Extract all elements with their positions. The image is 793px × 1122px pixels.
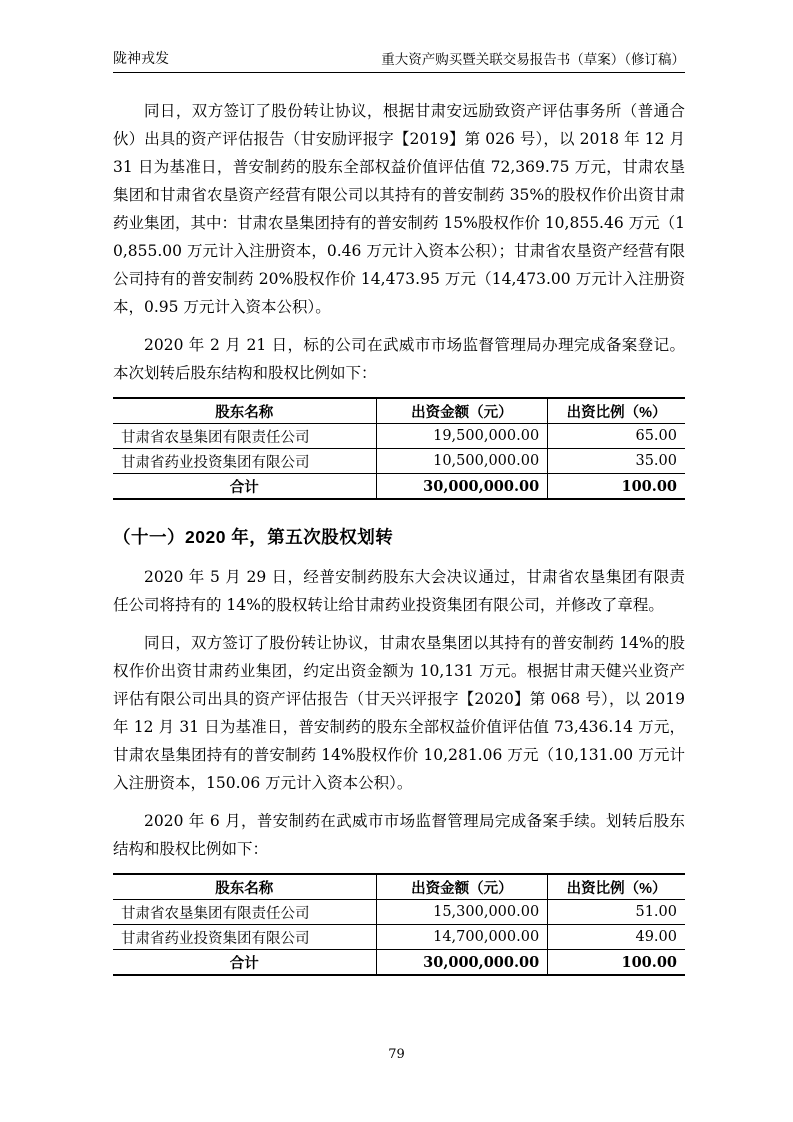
- total-ratio: 100.00: [548, 474, 685, 500]
- contribution-ratio: 51.00: [548, 900, 685, 925]
- contribution-amount: 14,700,000.00: [376, 925, 548, 950]
- column-header-contribution-amount: 出资金额（元）: [376, 874, 548, 900]
- shareholder-name: 甘肃省药业投资集团有限公司: [113, 925, 376, 950]
- column-header-contribution-ratio: 出资比例（%）: [548, 398, 685, 424]
- header-left-title: 陇神戎发: [113, 51, 169, 67]
- page-number: 79: [388, 1047, 405, 1062]
- page-header: [113, 48, 685, 73]
- table-total-row: [113, 474, 685, 500]
- shareholder-structure-table-2: [113, 873, 685, 976]
- paragraph-resolution-2020-05: 2020 年 5 月 29 日，经普安制药股东大会决议通过，甘肃省农垦集团有限责任公司将持有的 14%的股权转让给甘肃药业投资集团有限公司，并修改了章程。: [113, 568, 685, 614]
- table-row: [113, 900, 685, 925]
- contribution-ratio: 49.00: [548, 925, 685, 950]
- contribution-ratio: 35.00: [548, 449, 685, 474]
- page-footer: [0, 1047, 793, 1062]
- total-ratio: 100.00: [548, 950, 685, 976]
- table-row: [113, 449, 685, 474]
- total-amount: 30,000,000.00: [376, 950, 548, 976]
- paragraph-share-transfer-2020: 同日，双方签订了股份转让协议，甘肃农垦集团以其持有的普安制药 14%的股权作价出资甘肃药业集团，约定出资金额为 10,131 万元。根据甘肃天健兴业资产评估有限公司出具的资产评估报告（甘天兴评报字【2020】第 068 号），以 2019 年 12 月 31 日为基准日，普安制药的股东全部权益价值评估值 73,436.14 万元，甘肃农垦集团持有的普安制药 14%股权作价 10,281.06 万元（10,131.00 万元计入注册资本，150.06 万元计入资本公积）。: [113, 634, 685, 792]
- total-label: 合计: [113, 474, 376, 500]
- contribution-ratio: 65.00: [548, 424, 685, 449]
- header-right-title: 重大资产购买暨关联交易报告书（草案）（修订稿）: [381, 52, 685, 68]
- shareholder-name: 甘肃省药业投资集团有限公司: [113, 449, 376, 474]
- table-row: [113, 424, 685, 449]
- column-header-shareholder-name: 股东名称: [113, 874, 376, 900]
- column-header-contribution-ratio: 出资比例（%）: [548, 874, 685, 900]
- paragraph-share-transfer-2019: 同日，双方签订了股份转让协议，根据甘肃安远励致资产评估事务所（普通合伙）出具的资产评估报告（甘安励评报字【2019】第 026 号），以 2018 年 12 月 31 日为基准日，普安制药的股东全部权益价值评估值 72,369.75 万元，甘肃农垦集团和甘肃省农垦资产经营有限公司以其持有的普安制药 35%的股权作价出资甘肃药业集团，其中：甘肃农垦集团持有的普安制药 15%股权作价 10,855.46 万元（10,855.00 万元计入注册资本，0.46 万元计入资本公积）；甘肃省农垦资产经营有限公司持有的普安制药 20%股权作价 14,473.95 万元（14,473.00 万元计入注册资本，0.95 万元计入资本公积）。: [113, 102, 685, 316]
- total-label: 合计: [113, 950, 376, 976]
- table-header-row: [113, 874, 685, 900]
- shareholder-name: 甘肃省农垦集团有限责任公司: [113, 900, 376, 925]
- paragraph-registration-2020-06: 2020 年 6 月，普安制药在武威市市场监督管理局完成备案手续。划转后股东结构和股权比例如下：: [113, 812, 685, 858]
- total-amount: 30,000,000.00: [376, 474, 548, 500]
- contribution-amount: 10,500,000.00: [376, 449, 548, 474]
- contribution-amount: 15,300,000.00: [376, 900, 548, 925]
- column-header-contribution-amount: 出资金额（元）: [376, 398, 548, 424]
- table-row: [113, 925, 685, 950]
- table-header-row: [113, 398, 685, 424]
- contribution-amount: 19,500,000.00: [376, 424, 548, 449]
- table-total-row: [113, 950, 685, 976]
- column-header-shareholder-name: 股东名称: [113, 398, 376, 424]
- section-heading-eleven: （十一）2020 年，第五次股权划转: [113, 527, 394, 547]
- paragraph-registration-2020-02: 2020 年 2 月 21 日，标的公司在武威市市场监督管理局办理完成备案登记。本次划转后股东结构和股权比例如下：: [113, 336, 685, 382]
- shareholder-structure-table-1: [113, 397, 685, 500]
- shareholder-name: 甘肃省农垦集团有限责任公司: [113, 424, 376, 449]
